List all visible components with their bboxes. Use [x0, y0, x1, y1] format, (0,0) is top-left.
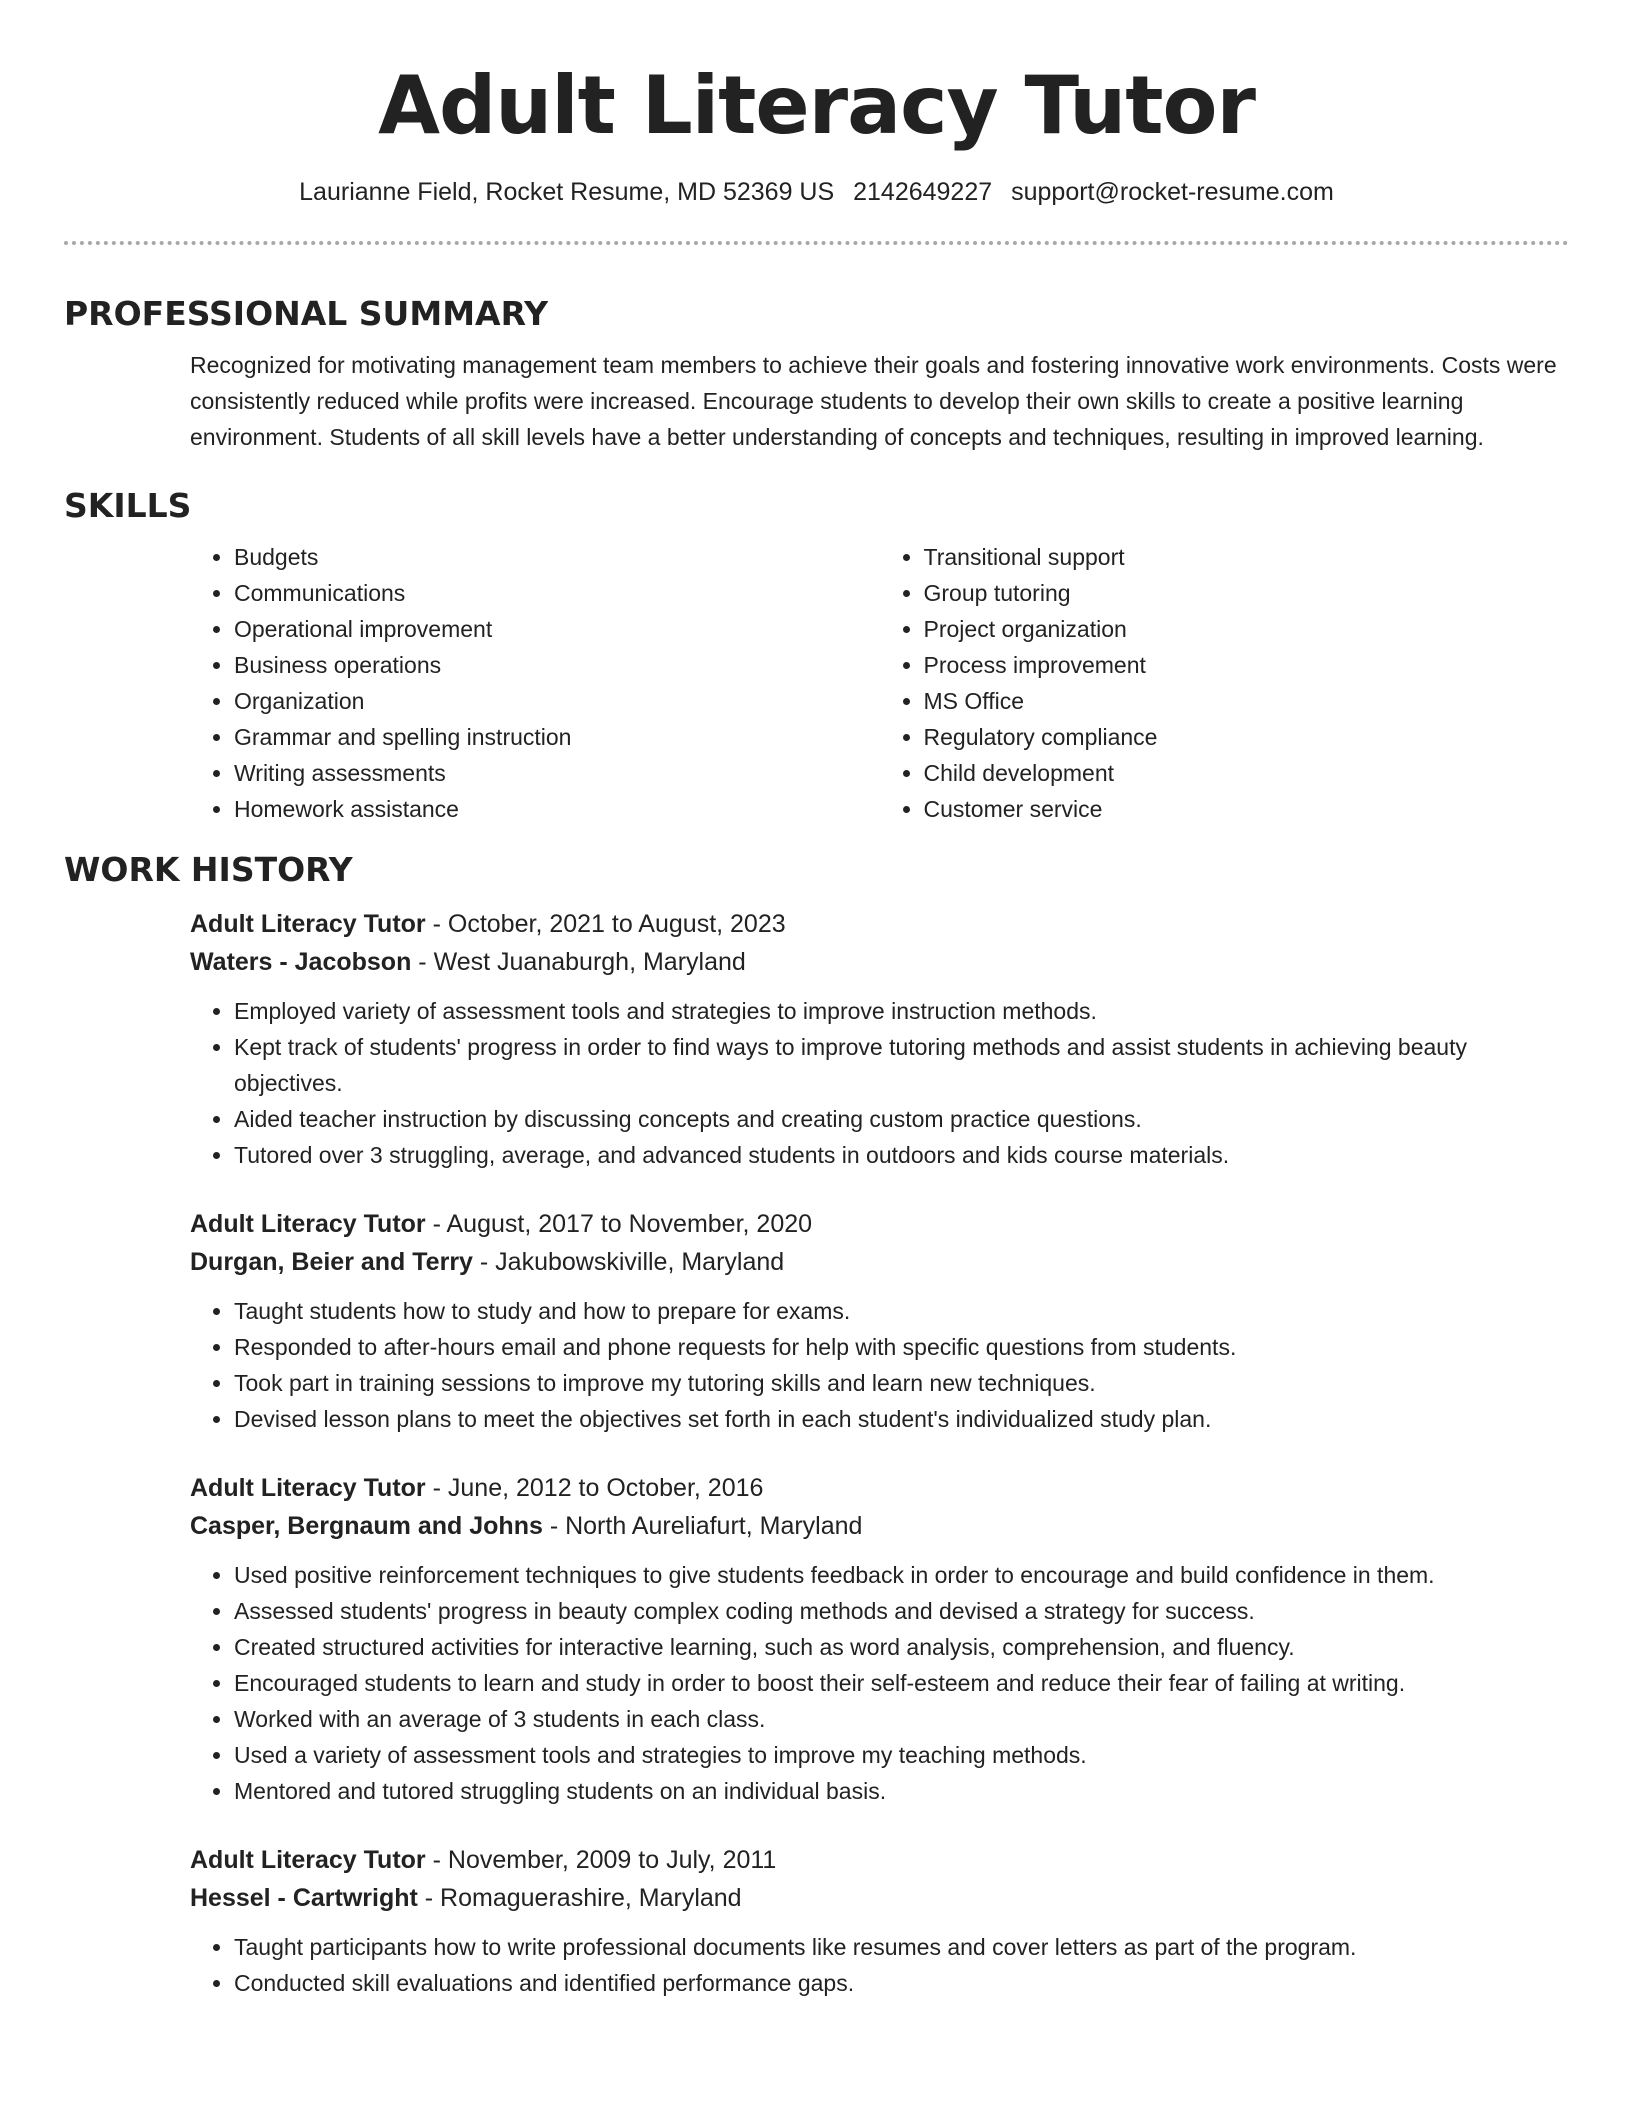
skill-item: • Grammar and spelling instruction	[234, 719, 880, 755]
job-bullet: • Tutored over 3 struggling, average, and advanced students in outdoors and kids course materials.	[234, 1137, 1569, 1173]
skill-item: • Regulatory compliance	[924, 719, 1570, 755]
resume-page	[64, 0, 1569, 2001]
job-title-line	[190, 1469, 1569, 1507]
skill-item: • Communications	[234, 575, 880, 611]
job-bullet: • Mentored and tutored struggling students on an individual basis.	[234, 1773, 1569, 1809]
resume-title: Adult Literacy Tutor	[378, 59, 1255, 152]
job-location: - North Aureliafurt, Maryland	[542, 1512, 863, 1540]
job-bullet: • Took part in training sessions to improve my tutoring skills and learn new techniques.	[234, 1365, 1569, 1401]
job-bullet: • Aided teacher instruction by discussing concepts and creating custom practice questions.	[234, 1101, 1569, 1137]
job-title-line	[190, 1205, 1569, 1243]
job-entry	[190, 1841, 1569, 2001]
contact-address: Laurianne Field, Rocket Resume, MD 52369 US	[299, 178, 835, 206]
job-title: Adult Literacy Tutor	[190, 1474, 426, 1502]
skill-item: • Transitional support	[924, 539, 1570, 575]
skill-item: • Organization	[234, 683, 880, 719]
skills-list	[190, 539, 1569, 827]
job-bullets	[190, 1929, 1569, 2001]
contact-phone: 2142649227	[853, 178, 993, 206]
skills-column-right	[880, 539, 1570, 827]
skill-item: • Budgets	[234, 539, 880, 575]
job-bullet: • Devised lesson plans to meet the objectives set forth in each student's individualized study plan.	[234, 1401, 1569, 1437]
job-bullet: • Worked with an average of 3 students in each class.	[234, 1701, 1569, 1737]
job-company-line	[190, 1243, 1569, 1281]
job-entry	[190, 905, 1569, 1173]
job-title-line	[190, 905, 1569, 943]
skill-item: • Operational improvement	[234, 611, 880, 647]
job-company: Durgan, Beier and Terry	[190, 1248, 473, 1276]
job-company: Casper, Bergnaum and Johns	[190, 1512, 543, 1540]
job-bullet: • Kept track of students' progress in order to find ways to improve tutoring methods and assist students in achieving beauty objectives.	[234, 1029, 1569, 1101]
skills-column-left	[190, 539, 880, 827]
work-history-heading: WORK HISTORY	[64, 850, 353, 889]
skill-item: • Homework assistance	[234, 791, 880, 827]
job-company-line	[190, 1507, 1569, 1545]
job-bullet: • Encouraged students to learn and study in order to boost their self-esteem and reduce their fear of failing at writing.	[234, 1665, 1569, 1701]
skill-item: • Group tutoring	[924, 575, 1570, 611]
job-bullet: • Taught students how to study and how to prepare for exams.	[234, 1293, 1569, 1329]
skill-item: • Process improvement	[924, 647, 1570, 683]
job-bullet: • Conducted skill evaluations and identified performance gaps.	[234, 1965, 1569, 2001]
job-bullet: • Taught participants how to write professional documents like resumes and cover letters as part of the program.	[234, 1929, 1569, 1965]
job-location: - Romaguerashire, Maryland	[417, 1884, 742, 1912]
skill-item: • Child development	[924, 755, 1570, 791]
skill-item: • Customer service	[924, 791, 1570, 827]
job-dates: - October, 2021 to August, 2023	[425, 910, 786, 938]
job-bullets	[190, 1293, 1569, 1437]
job-title: Adult Literacy Tutor	[190, 910, 426, 938]
job-company: Waters - Jacobson	[190, 948, 412, 976]
job-title-line	[190, 1841, 1569, 1879]
job-bullets	[190, 993, 1569, 1173]
job-company: Hessel - Cartwright	[190, 1884, 418, 1912]
job-company-line	[190, 943, 1569, 981]
summary-text: Recognized for motivating management team members to achieve their goals and fostering innovative work environments. Costs were consistently reduced while profits were increased. Encourage students to develop their own skills to create a positive learning environment. Students of all skill levels have a better understanding of concepts and techniques, resulting in improved learning.	[190, 352, 1557, 450]
contact-email: support@rocket-resume.com	[1011, 178, 1334, 206]
skill-item: • Business operations	[234, 647, 880, 683]
work-history-list	[190, 905, 1569, 2001]
job-dates: - June, 2012 to October, 2016	[425, 1474, 764, 1502]
job-dates: - November, 2009 to July, 2011	[425, 1846, 777, 1874]
summary-heading: PROFESSIONAL SUMMARY	[64, 294, 549, 333]
job-dates: - August, 2017 to November, 2020	[425, 1210, 813, 1238]
job-location: - West Juanaburgh, Maryland	[411, 948, 746, 976]
job-bullets	[190, 1557, 1569, 1809]
skill-item: • Writing assessments	[234, 755, 880, 791]
job-title: Adult Literacy Tutor	[190, 1210, 426, 1238]
skills-heading: SKILLS	[64, 486, 192, 525]
job-title: Adult Literacy Tutor	[190, 1846, 426, 1874]
job-entry	[190, 1469, 1569, 1809]
header-divider	[64, 241, 1569, 245]
job-bullet: • Assessed students' progress in beauty complex coding methods and devised a strategy for success.	[234, 1593, 1569, 1629]
job-company-line	[190, 1879, 1569, 1917]
job-bullet: • Created structured activities for interactive learning, such as word analysis, comprehension, and fluency.	[234, 1629, 1569, 1665]
skill-item: • Project organization	[924, 611, 1570, 647]
job-entry	[190, 1205, 1569, 1437]
job-location: - Jakubowskiville, Maryland	[472, 1248, 785, 1276]
job-bullet: • Used positive reinforcement techniques to give students feedback in order to encourage and build confidence in them.	[234, 1557, 1569, 1593]
skill-item: • MS Office	[924, 683, 1570, 719]
job-bullet: • Responded to after-hours email and phone requests for help with specific questions from students.	[234, 1329, 1569, 1365]
job-bullet: • Used a variety of assessment tools and strategies to improve my teaching methods.	[234, 1737, 1569, 1773]
job-bullet: • Employed variety of assessment tools and strategies to improve instruction methods.	[234, 993, 1569, 1029]
contact-line	[64, 176, 1569, 208]
